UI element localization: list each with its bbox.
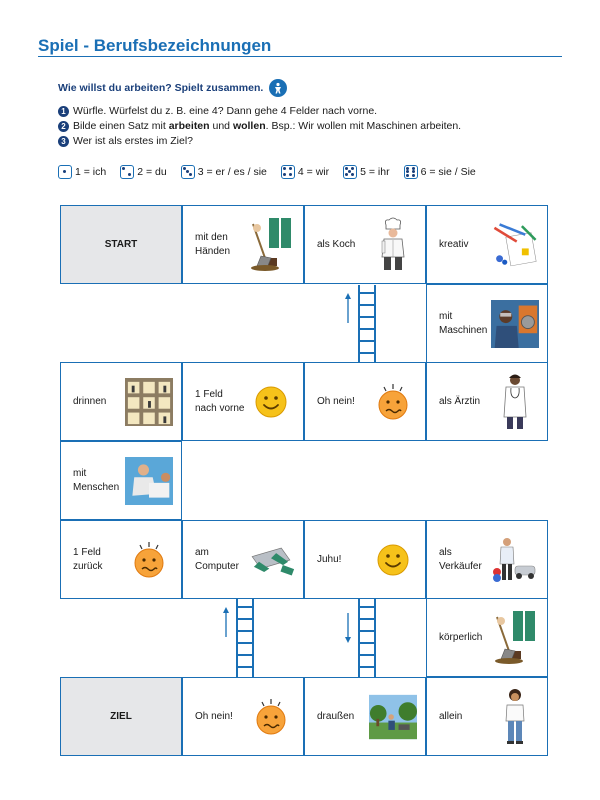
machine-worker-icon (491, 298, 539, 350)
field-label: ZIEL (110, 710, 132, 722)
step-number: 1 (58, 106, 69, 117)
dice-2-icon (120, 165, 134, 179)
board-field-draussen (304, 677, 426, 756)
board-field-ziel (60, 677, 182, 756)
people-meeting-icon (125, 455, 173, 507)
dice-legend-item (281, 165, 329, 179)
happy-face-icon (247, 376, 295, 428)
board-field-als-aerztin (426, 362, 548, 441)
field-label: 1 Feld zurück (73, 546, 103, 572)
board-field-als-koch (304, 205, 426, 284)
step-number: 3 (58, 136, 69, 147)
dice-5-icon (343, 165, 357, 179)
group-work-icon (269, 79, 287, 97)
field-label: START (104, 238, 138, 250)
instruction-text-part: Bilde einen Satz mit (73, 120, 169, 132)
board-field-start (60, 205, 182, 284)
dice-4-icon (281, 165, 295, 179)
dice-legend (58, 165, 476, 179)
dice-legend-label: 5 = ihr (360, 166, 390, 178)
worried-face-icon (125, 534, 173, 586)
field-label: mit den Händen (195, 231, 231, 257)
board-field-mit-den-haenden (182, 205, 304, 284)
step-number: 2 (58, 121, 69, 132)
field-label: kreativ (439, 238, 469, 250)
dice-legend-item (343, 165, 389, 179)
game-board (60, 205, 548, 756)
doctor-icon (491, 376, 539, 428)
field-label: 1 Feld nach vorne (195, 388, 245, 414)
worried-face-icon (369, 376, 417, 428)
office-building-icon (125, 376, 173, 428)
ladder-down-icon (342, 599, 378, 677)
salesman-icon (491, 534, 539, 586)
board-field-oh-nein-2 (182, 677, 304, 756)
field-label: körperlich (439, 631, 483, 643)
field-label: mit Menschen (73, 467, 120, 493)
craft-tools-icon (491, 219, 539, 271)
instruction-text: Würfle. Würfelst du z. B. eine 4? Dann gehe 4 Felder nach vorne. (73, 105, 378, 117)
single-person-icon (491, 691, 539, 743)
board-field-mit-menschen (60, 441, 182, 520)
field-label: mit Maschinen (439, 310, 488, 336)
dice-legend-item (404, 165, 476, 179)
board-field-koerperlich (426, 598, 548, 677)
ladder-up-icon (342, 285, 378, 363)
board-field-als-verkaeufer (426, 520, 548, 599)
field-label: als Verkäufer (439, 546, 482, 572)
instructions (58, 104, 461, 149)
dice-legend-label: 4 = wir (297, 166, 330, 178)
instruction-3 (58, 134, 461, 149)
dice-legend-label: 1 = ich (75, 166, 107, 178)
field-label: als Ärztin (439, 395, 481, 407)
instruction-text-part: . Bsp.: Wir wollen mit Maschinen arbeiten. (265, 120, 462, 132)
instruction-text-part: und (209, 120, 233, 132)
happy-face-icon (369, 534, 417, 586)
outdoor-work-icon (369, 691, 417, 743)
keyword-arbeiten: arbeiten (168, 120, 210, 132)
field-label: als Koch (317, 238, 356, 250)
instruction-1 (58, 104, 461, 119)
field-label: draußen (317, 710, 355, 722)
field-label: Oh nein! (317, 395, 355, 407)
field-label: am Computer (195, 546, 239, 572)
dice-legend-label: 6 = sie / Sie (420, 166, 476, 178)
board-field-ein-feld-zurueck (60, 520, 182, 599)
digging-worker-icon (247, 219, 295, 271)
board-field-ein-feld-nach-vorne (182, 362, 304, 441)
instruction-text: Wer ist als erstes im Ziel? (73, 135, 193, 147)
board-field-drinnen (60, 362, 182, 441)
digging-worker-icon (491, 612, 539, 664)
dice-legend-label: 2 = du (137, 166, 167, 178)
board-field-allein (426, 677, 548, 756)
dice-legend-item (58, 165, 106, 179)
subtitle (58, 79, 287, 97)
field-label: Oh nein! (195, 710, 233, 722)
hands-laptop-icon (247, 534, 295, 586)
keyword-wollen: wollen (232, 120, 266, 132)
page-title: Spiel - Berufsbezeichnungen (38, 36, 272, 55)
title-divider (38, 56, 562, 57)
dice-legend-item (120, 165, 167, 179)
field-label: drinnen (73, 395, 107, 407)
field-label: Juhu! (317, 553, 342, 565)
dice-6-icon (404, 165, 418, 179)
dice-1-icon (58, 165, 72, 179)
chef-icon (369, 219, 417, 271)
field-label: allein (439, 710, 463, 722)
instruction-2 (58, 119, 461, 134)
worried-face-icon (247, 691, 295, 743)
board-field-mit-maschinen (426, 284, 548, 363)
board-field-am-computer (182, 520, 304, 599)
ladder-up-icon (220, 599, 256, 677)
dice-legend-item (181, 165, 267, 179)
board-field-oh-nein-1 (304, 362, 426, 441)
board-field-juhu (304, 520, 426, 599)
instruction-text (73, 119, 461, 134)
board-field-kreativ (426, 205, 548, 284)
subtitle-text: Wie willst du arbeiten? Spielt zusammen. (58, 82, 264, 94)
dice-legend-label: 3 = er / es / sie (197, 166, 267, 178)
dice-3-icon (181, 165, 195, 179)
